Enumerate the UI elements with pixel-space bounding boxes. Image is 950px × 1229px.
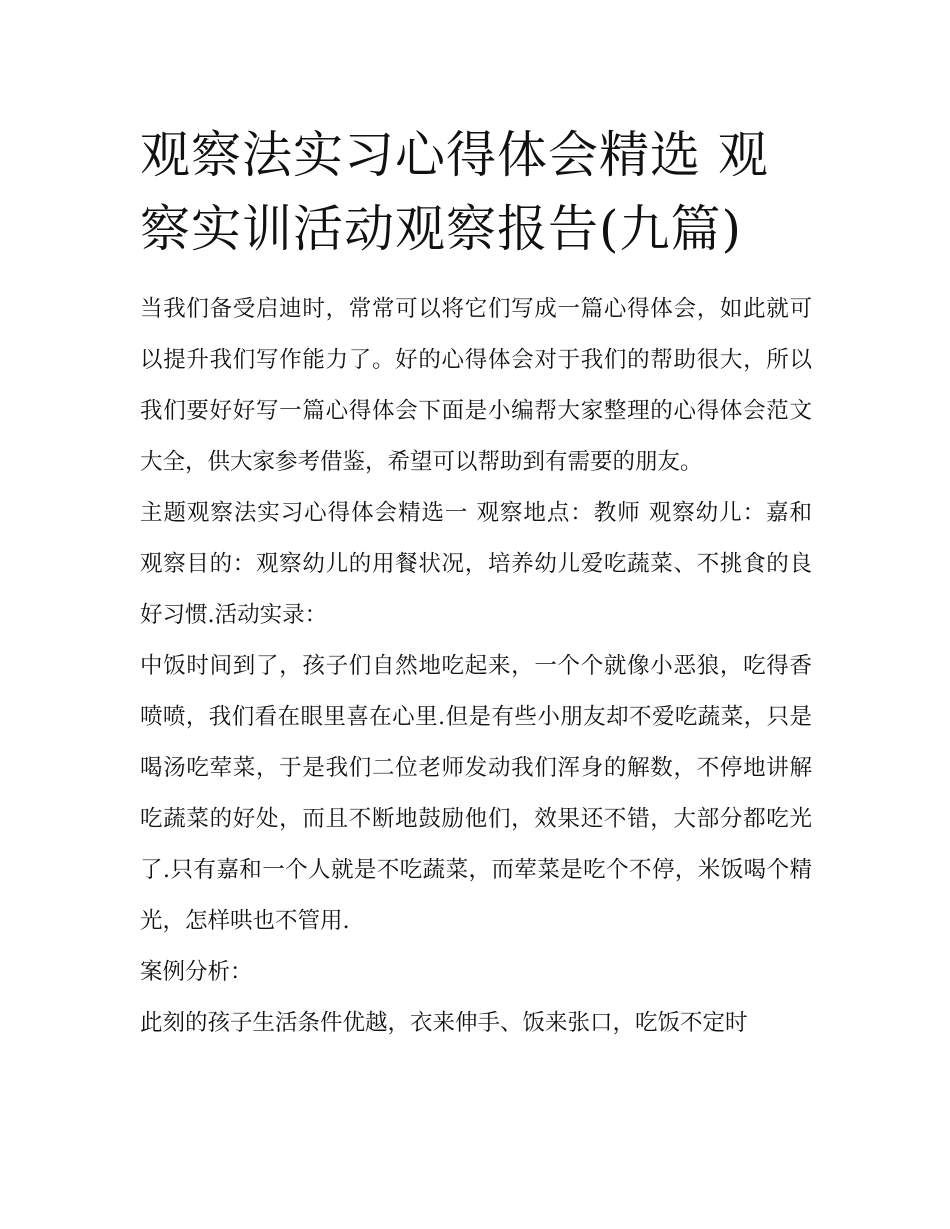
paragraph-intro: 当我们备受启迪时，常常可以将它们写成一篇心得体会，如此就可以提升我们写作能力了。好的心得体会对于我们的帮助很大，所以我们要好好写一篇心得体会下面是小编帮大家整理的心得体会范文大全，供大家参考借鉴，希望可以帮助到有需要的朋友。 (140, 296, 812, 475)
document-page (140, 118, 812, 1049)
paragraph-activity-record: 中饭时间到了，孩子们自然地吃起来，一个个就像小恶狼，吃得香喷喷，我们看在眼里喜在心里.但是有些小朋友却不爱吃蔬菜，只是喝汤吃荤菜，于是我们二位老师发动我们浑身的解数，不停地讲解吃蔬菜的好处，而且不断地鼓励他们，效果还不错，大部分都吃光了.只有嘉和一个人就是不吃蔬菜，而荤菜是吃个不停，米饭喝个精光，怎样哄也不管用. (140, 653, 812, 934)
document-title: 观察法实习心得体会精选 观察实训活动观察报告(九篇) (140, 126, 769, 258)
paragraph-case-analysis-body: 此刻的孩子生活条件优越，衣来伸手、饭来张口，吃饭不定时 (140, 1010, 748, 1036)
paragraph-observation-info: 主题观察法实习心得体会精选一 观察地点：教师 观察幼儿：嘉和 观察目的：观察幼儿的用餐状况，培养幼儿爱吃蔬菜、不挑食的良好习惯.活动实录： (140, 500, 812, 628)
paragraph-case-analysis-heading: 案例分析： (140, 959, 253, 985)
